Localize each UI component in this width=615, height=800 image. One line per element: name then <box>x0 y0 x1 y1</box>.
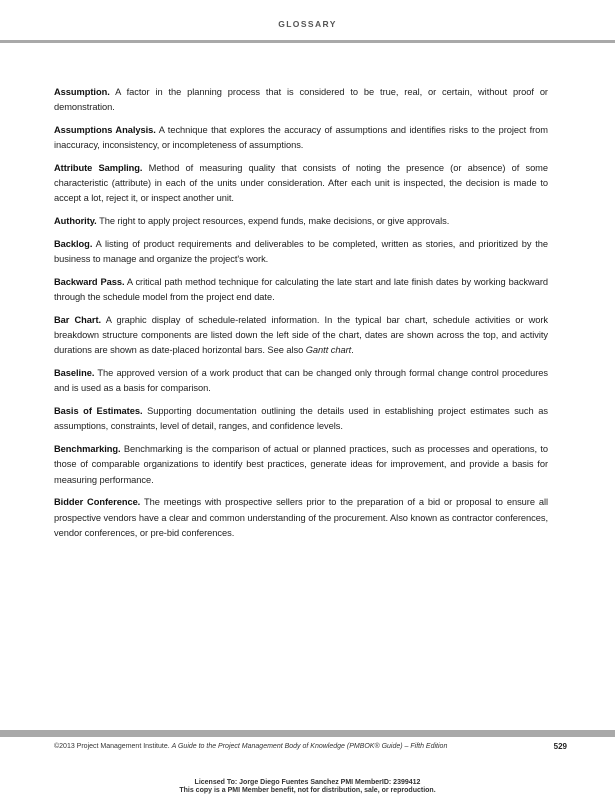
glossary-entry-bidder-conference <box>54 495 548 541</box>
license-line-2: This copy is a PMI Member benefit, not for distribution, sale, or reproduction. <box>179 787 436 794</box>
entry-definition: Benchmarking is the comparison of actual or planned practices, such as processes and operations, to those of comparable organizations to identify best practices, generate ideas for improvement, and provide a basis for measuring performance. <box>54 444 548 485</box>
glossary-entry-attribute-sampling <box>54 161 548 207</box>
entry-term: Bidder Conference. <box>54 497 141 508</box>
entry-definition: A critical path method technique for calculating the late start and late finish dates by working backward through the schedule model from the project end date. <box>54 277 548 303</box>
entry-definition: The approved version of a work product that can be changed only through formal change control procedures and is used as a basis for comparison. <box>54 368 548 394</box>
entry-definition: Method of measuring quality that consists of noting the presence (or absence) of some characteristic (attribute) in each of the units under consideration. After each unit is inspected, the decision is made to accept a lot, reject it, or inspect another unit. <box>54 163 548 204</box>
entry-term: Backward Pass. <box>54 277 125 287</box>
entry-definition: A graphic display of schedule-related information. In the typical bar chart, schedule activities or work breakdown structure components are listed down the left side of the chart, dates are shown across the top, and activity durations are shown as date-placed horizontal bars. See also <box>54 315 548 356</box>
footer-citation <box>54 743 534 750</box>
entry-end: . <box>351 345 354 356</box>
license-notice <box>0 779 615 795</box>
glossary-entry-backward-pass <box>54 275 548 305</box>
entry-term: Baseline. <box>54 368 95 379</box>
glossary-entry-baseline <box>54 366 548 396</box>
glossary-entry-basis-of-estimates <box>54 404 548 434</box>
see-also-link: Gantt chart <box>305 345 352 356</box>
header-divider <box>0 40 615 43</box>
glossary-entry-bar-chart <box>54 313 548 359</box>
copyright-text: ©2013 Project Management Institute. <box>54 743 170 750</box>
entry-term: Authority. <box>54 216 97 227</box>
entry-term: Basis of Estimates. <box>54 406 143 417</box>
entry-term: Benchmarking. <box>54 444 121 455</box>
page-header <box>0 0 615 46</box>
book-title: A Guide to the Project Management Body of Knowledge (PMBOK® Guide) – Fifth Edition <box>171 743 448 750</box>
glossary-entry-benchmarking <box>54 442 548 488</box>
glossary-entry-backlog <box>54 237 548 267</box>
glossary-entry-authority <box>54 214 548 229</box>
entry-definition: Supporting documentation outlining the details used in establishing project estimates such as assumptions, constraints, level of detail, ranges, and confidence levels. <box>54 406 548 432</box>
glossary-entry-assumption <box>54 85 548 115</box>
license-line-1: Licensed To: Jorge Diego Fuentes Sanchez PMI MemberID: 2399412 <box>194 779 421 786</box>
entry-term: Backlog. <box>54 239 93 249</box>
entry-term: Attribute Sampling. <box>54 163 143 173</box>
entry-term: Assumptions Analysis. <box>54 125 156 135</box>
entry-definition: A listing of product requirements and deliverables to be completed, written as stories, and prioritized by the business to manage and organize the project's work. <box>54 239 548 265</box>
page-number: 529 <box>553 742 567 751</box>
glossary-entry-assumptions-analysis <box>54 123 548 153</box>
entry-term: Bar Chart. <box>54 315 102 325</box>
entry-definition: A factor in the planning process that is considered to be true, real, or certain, without proof or demonstration. <box>54 87 548 113</box>
entry-term: Assumption. <box>54 87 110 97</box>
glossary-content <box>54 85 548 549</box>
entry-definition: The meetings with prospective sellers prior to the preparation of a bid or proposal to ensure all prospective vendors have a clear and common understanding of the procurement. Also known as contractor conferences, vendor conferences, or pre-bid conferences. <box>54 497 548 538</box>
entry-definition: The right to apply project resources, expend funds, make decisions, or give approvals. <box>99 216 450 227</box>
entry-definition: A technique that explores the accuracy of assumptions and identifies risks to the project from inaccuracy, inconsistency, or incompleteness of assumptions. <box>54 125 548 151</box>
section-title: GLOSSARY <box>278 19 337 29</box>
footer-divider <box>0 730 615 737</box>
